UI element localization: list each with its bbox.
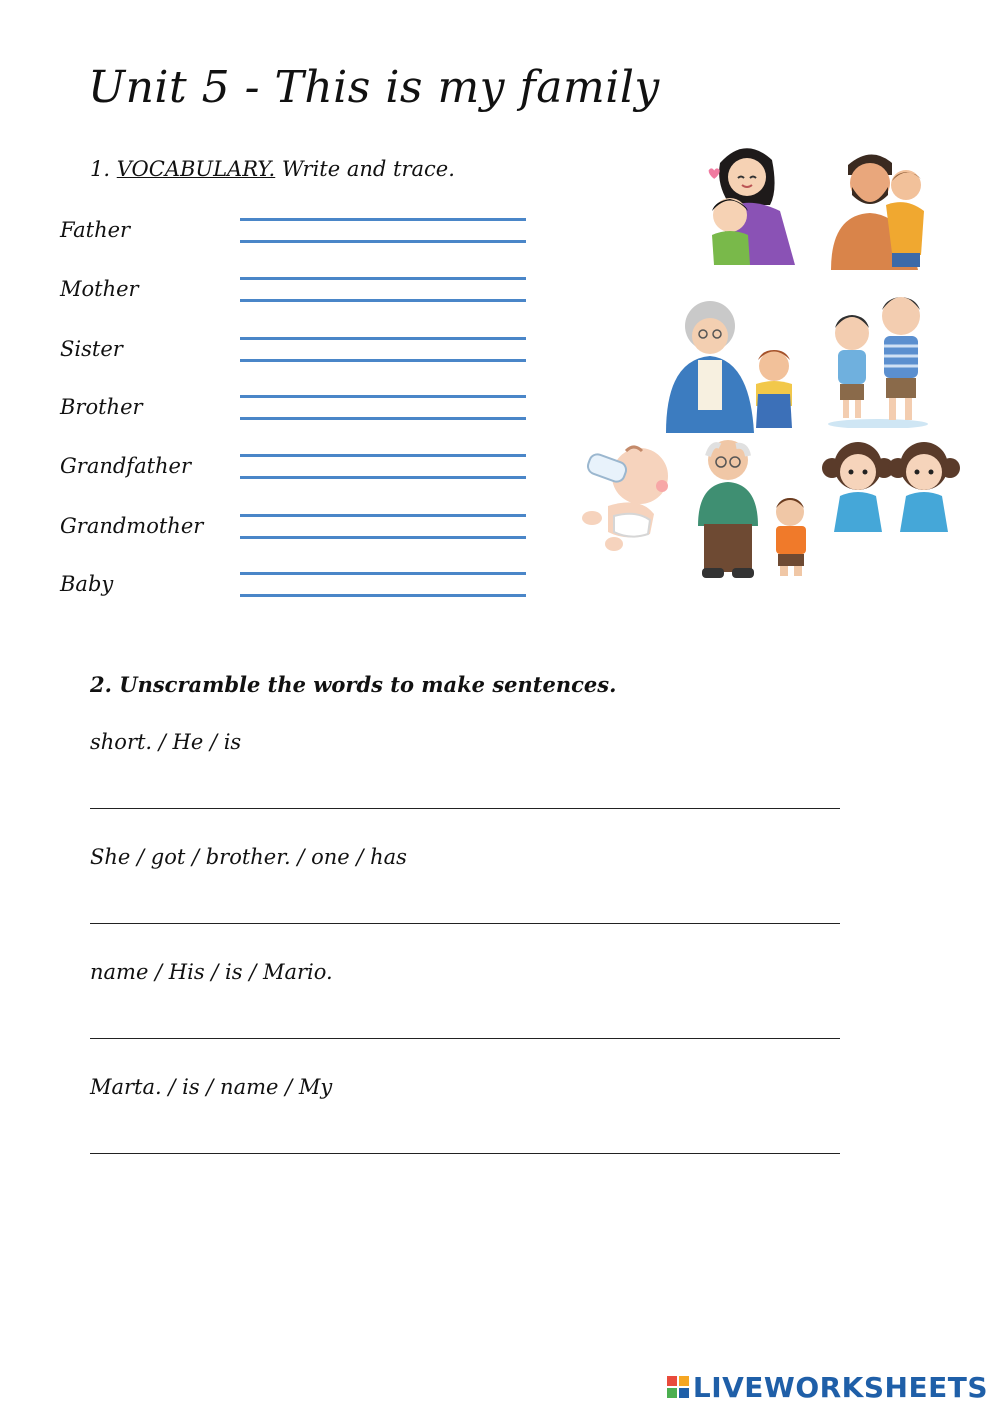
- trace-line[interactable]: [240, 536, 526, 539]
- grandfather-with-grandson-illustration: [690, 438, 815, 580]
- vocab-row-mother: [60, 275, 530, 315]
- mother-hugging-son-illustration: [700, 135, 800, 270]
- page-title: Unit 5 - This is my family: [88, 62, 660, 113]
- answer-line[interactable]: [90, 1153, 840, 1154]
- brand-text: LIVEWORKSHEETS: [692, 1370, 988, 1404]
- vocab-row-father: [60, 216, 530, 256]
- brothers-illustration: [826, 288, 931, 428]
- trace-line[interactable]: [240, 417, 526, 420]
- answer-line[interactable]: [90, 808, 840, 809]
- section-number: 1.: [90, 157, 111, 181]
- trace-line[interactable]: [240, 218, 526, 221]
- trace-line[interactable]: [240, 454, 526, 457]
- answer-line[interactable]: [90, 1038, 840, 1039]
- scrambled-sentence: short. / He / is: [90, 730, 242, 754]
- liveworksheets-grid-icon: [667, 1376, 689, 1398]
- vocab-row-grandmother: [60, 512, 530, 552]
- sisters-illustration: [820, 434, 962, 542]
- liveworksheets-logo: [667, 1370, 988, 1404]
- grandmother-with-grandson-illustration: [658, 298, 798, 433]
- trace-line[interactable]: [240, 277, 526, 280]
- scrambled-sentence: name / His / is / Mario.: [90, 960, 333, 984]
- vocab-word: Grandfather: [60, 454, 192, 478]
- vocab-word: Father: [60, 218, 131, 242]
- trace-line[interactable]: [240, 359, 526, 362]
- vocab-word: Brother: [60, 395, 143, 419]
- vocabulary-heading: [90, 157, 455, 181]
- unscramble-instruction: Unscramble the words to make sentences.: [119, 672, 617, 697]
- trace-line[interactable]: [240, 514, 526, 517]
- baby-with-bottle-illustration: [578, 436, 678, 556]
- vocab-word: Mother: [60, 277, 139, 301]
- vocab-word: Grandmother: [60, 514, 204, 538]
- scrambled-sentence: Marta. / is / name / My: [90, 1075, 333, 1099]
- vocab-row-baby: [60, 570, 530, 610]
- scrambled-sentence: She / got / brother. / one / has: [90, 845, 407, 869]
- trace-line[interactable]: [240, 240, 526, 243]
- vocabulary-instruction: Write and trace.: [281, 157, 455, 181]
- trace-line[interactable]: [240, 476, 526, 479]
- trace-line[interactable]: [240, 594, 526, 597]
- father-holding-son-illustration: [826, 145, 931, 270]
- trace-line[interactable]: [240, 337, 526, 340]
- section-number: 2.: [90, 672, 112, 697]
- vocab-row-brother: [60, 393, 530, 433]
- vocab-row-sister: [60, 335, 530, 375]
- trace-line[interactable]: [240, 572, 526, 575]
- trace-line[interactable]: [240, 395, 526, 398]
- vocabulary-label: VOCABULARY.: [116, 157, 276, 181]
- unscramble-heading: [90, 672, 616, 697]
- vocab-word: Baby: [60, 572, 114, 596]
- answer-line[interactable]: [90, 923, 840, 924]
- trace-line[interactable]: [240, 299, 526, 302]
- vocab-row-grandfather: [60, 452, 530, 492]
- vocab-word: Sister: [60, 337, 123, 361]
